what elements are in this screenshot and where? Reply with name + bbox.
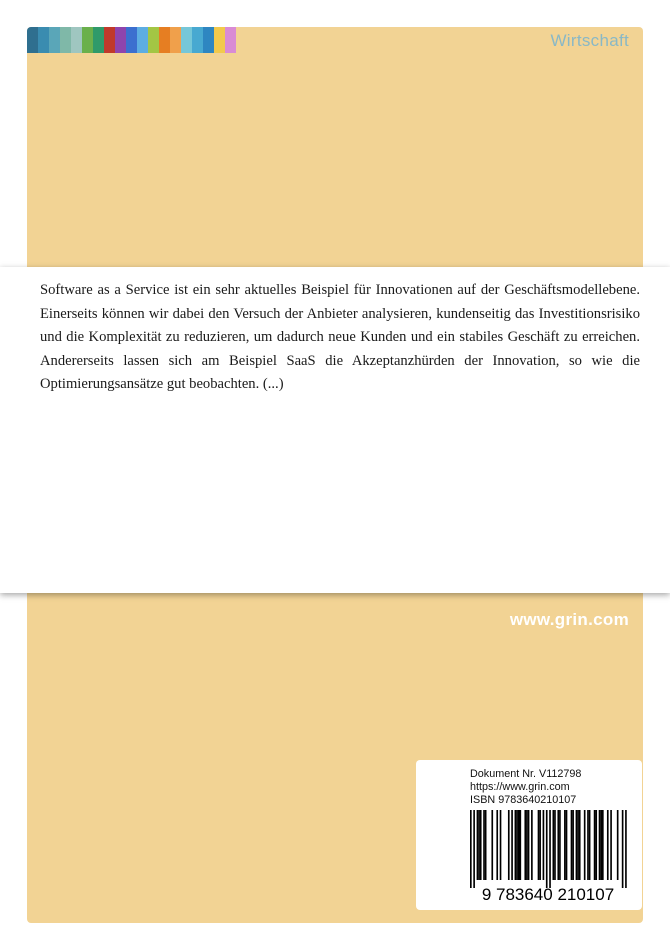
- barcode-bar: [531, 810, 533, 880]
- barcode-bar: [594, 810, 596, 880]
- blurb-panel: [0, 267, 670, 593]
- barcode-bar: [617, 810, 619, 880]
- barcode-bar: [595, 810, 597, 880]
- barcode-bar: [511, 810, 513, 880]
- barcode-bar: [557, 810, 559, 880]
- color-stripe: [181, 27, 192, 53]
- color-stripe: [159, 27, 170, 53]
- barcode: [460, 810, 636, 902]
- isbn: ISBN 9783640210107: [470, 794, 577, 807]
- barcode-bar: [599, 810, 601, 880]
- barcode-bar: [539, 810, 541, 880]
- website-url: https://www.grin.com: [470, 781, 570, 794]
- barcode-bar: [538, 810, 540, 880]
- barcode-bar: [589, 810, 591, 880]
- barcode-bar: [477, 810, 479, 880]
- barcode-bar: [546, 810, 548, 888]
- barcode-bar: [528, 810, 530, 880]
- barcode-bar: [625, 810, 627, 888]
- barcode-bar: [622, 810, 624, 888]
- color-stripe: [60, 27, 71, 53]
- blurb-text: Software as a Service ist ein sehr aktuelles Beispiel für Innovationen auf der Geschäftsmodellebene. Einerseits können wir dabei den Versuch der Anbieter analysieren, kundenseitig das Investitionsrisiko und die Komplexität zu reduzieren, um dadurch neue Kunden und ein stabiles Geschäft zu erreichen. Andererseits lassen sich am Beispiel SaaS die Akzeptanzhürden der Innovation, so wie die Optimierungsansätze gut beobachten. (...): [40, 282, 640, 393]
- barcode-bar: [526, 810, 528, 880]
- barcode-bar: [571, 810, 573, 880]
- barcode-bar: [553, 810, 555, 880]
- barcode-bar: [587, 810, 589, 880]
- series-label: Wirtschaft: [550, 31, 629, 50]
- barcode-bar: [478, 810, 480, 880]
- color-stripe: [225, 27, 236, 53]
- color-stripe: [148, 27, 159, 53]
- barcode-bar: [520, 810, 522, 880]
- color-stripe: [93, 27, 104, 53]
- barcode-bar: [564, 810, 566, 880]
- color-stripe: [38, 27, 49, 53]
- color-stripe: [126, 27, 137, 53]
- color-stripe: [49, 27, 60, 53]
- barcode-bars: [470, 810, 627, 888]
- barcode-bar: [584, 810, 586, 880]
- barcode-bar: [508, 810, 510, 880]
- color-stripe: [170, 27, 181, 53]
- barcode-bar: [566, 810, 568, 880]
- barcode-bar: [554, 810, 556, 880]
- barcode-box: [416, 760, 642, 910]
- color-stripe: [27, 27, 38, 53]
- color-stripe: [192, 27, 203, 53]
- color-stripe: [203, 27, 214, 53]
- barcode-bar: [483, 810, 485, 880]
- barcode-bar: [473, 810, 475, 888]
- barcode-bar: [610, 810, 612, 880]
- document-meta: [470, 768, 581, 808]
- barcode-bar: [543, 810, 545, 880]
- barcode-bar: [602, 810, 604, 880]
- barcode-bar: [559, 810, 561, 880]
- barcode-bar: [491, 810, 493, 880]
- barcode-bar: [572, 810, 574, 880]
- barcode-bar: [516, 810, 518, 880]
- color-stripe: [71, 27, 82, 53]
- barcode-bar: [470, 810, 472, 888]
- color-stripe: [137, 27, 148, 53]
- color-stripe: [115, 27, 126, 53]
- color-stripes: [27, 27, 236, 53]
- barcode-bar: [577, 810, 579, 880]
- barcode-bar: [518, 810, 520, 880]
- barcode-bar: [480, 810, 482, 880]
- color-stripe: [214, 27, 225, 53]
- barcode-bar: [579, 810, 581, 880]
- barcode-bar: [500, 810, 502, 880]
- barcode-bar: [496, 810, 498, 880]
- barcode-bar: [524, 810, 526, 880]
- barcode-digits: 9 783640 210107: [481, 885, 615, 902]
- color-stripe: [82, 27, 93, 53]
- document-number: Dokument Nr. V112798: [470, 768, 582, 780]
- barcode-bar: [576, 810, 578, 880]
- color-stripe: [104, 27, 115, 53]
- barcode-bar: [600, 810, 602, 880]
- barcode-bar: [515, 810, 517, 880]
- barcode-bar: [485, 810, 487, 880]
- barcode-bar: [607, 810, 609, 880]
- publisher-url: www.grin.com: [509, 610, 629, 629]
- barcode-bar: [549, 810, 551, 888]
